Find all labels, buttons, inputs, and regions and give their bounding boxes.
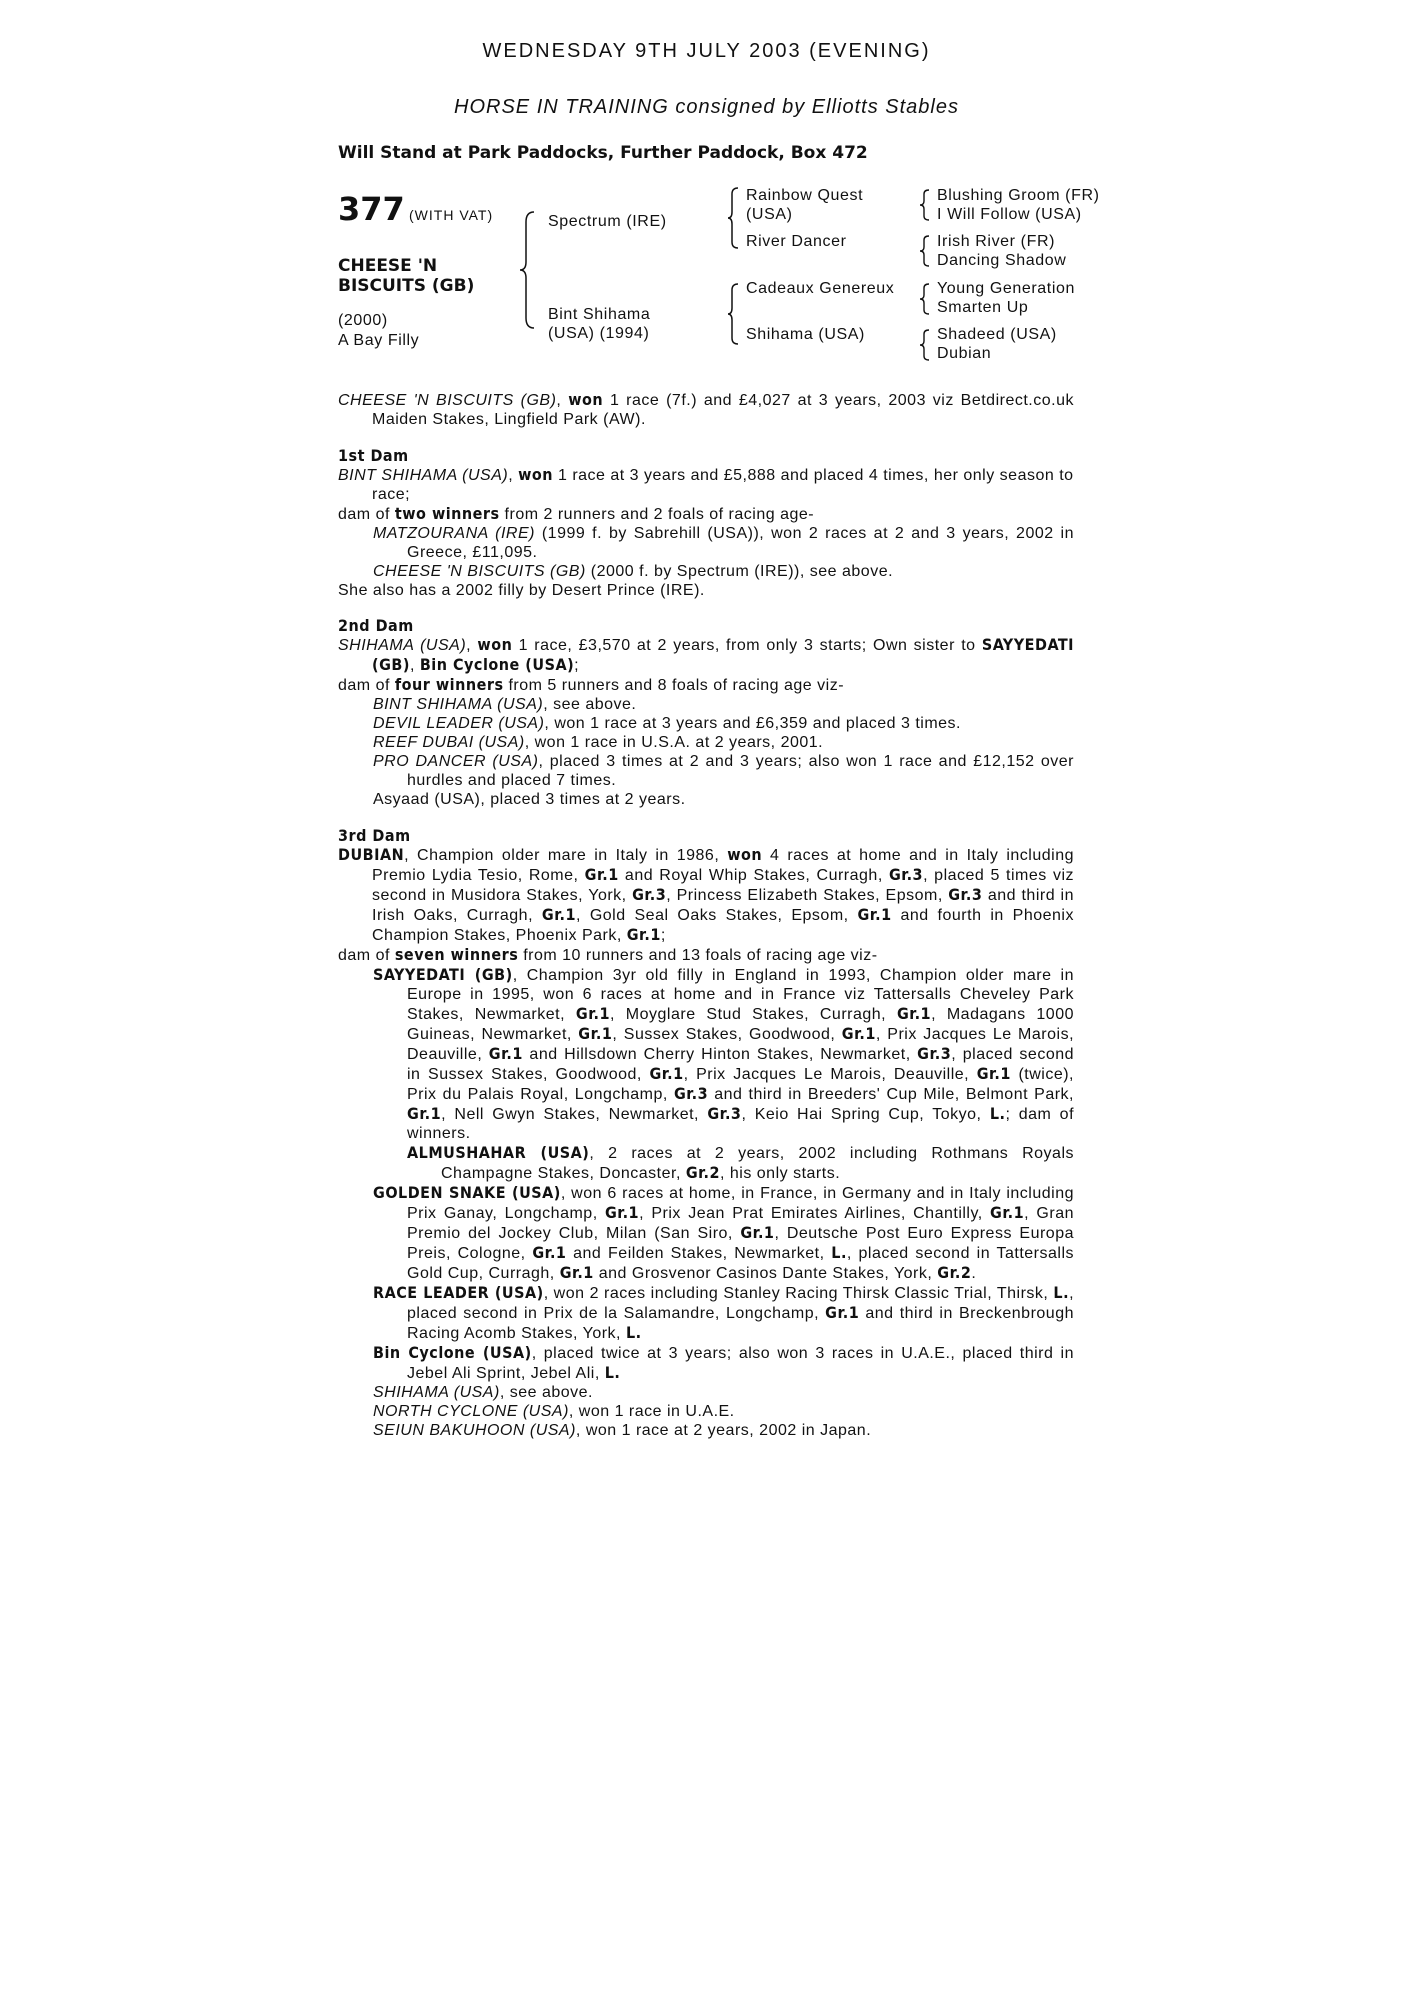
text-run: , Champion 3yr old filly in England in 1993, Champion older mare in Europe in 1995, won 6 races at home and in France viz Tattersalls Cheveley Park Stakes, Newmarket, [407, 967, 1075, 1023]
produce-text: (2000 f. by Spectrum (IRE)), see above. [585, 563, 894, 580]
text-run: , Gran Premio del Jockey Club, Milan (San Siro, [407, 1205, 1074, 1242]
pedigree-ggp-6: Smarten Up [937, 299, 1029, 316]
grade-label: Gr.1 [575, 1004, 611, 1023]
produce-text: , won 1 race at 3 years and £6,359 and placed 3 times. [544, 715, 961, 732]
dam-of-label: dam of [338, 947, 395, 964]
separator: , [409, 657, 420, 674]
produce-item [338, 714, 1074, 733]
sale-date-header: WEDNESDAY 9TH JULY 2003 (EVENING) [482, 40, 931, 62]
produce-item-golden-snake [338, 1183, 1074, 1283]
vat-label: (WITH VAT) [409, 207, 494, 223]
text-run: (twice), Prix du Palais Royal, Longchamp, [407, 1066, 1075, 1103]
pedigree-sire-dam: River Dancer [746, 233, 847, 250]
grade-label: Gr.2 [685, 1163, 720, 1182]
text-run: , placed twice at 3 years; also won 3 races in U.A.E., placed third in Jebel Ali Sprint, Jebel Ali, [407, 1345, 1074, 1382]
pedigree-bracket-gg2 [920, 234, 932, 268]
separator: ; [574, 657, 580, 674]
text-run: , placed 5 times viz second in Musidora Stakes, York, [372, 867, 1075, 904]
text-run: , Nell Gwyn Stakes, Newmarket, [441, 1106, 708, 1123]
text-run: and Grosvenor Casinos Dante Stakes, York, [593, 1265, 938, 1282]
produce-text: , placed 3 times at 2 and 3 years; also won 1 race and £12,152 over hurdles and placed 7 times. [407, 753, 1075, 789]
text-run: , Sussex Stakes, Goodwood, [612, 1026, 842, 1043]
first-dam-name: BINT SHIHAMA (USA) [338, 467, 509, 484]
lot-number: 377 [338, 190, 405, 228]
sibling-name: SAYYEDATI (GB) [372, 635, 1075, 674]
grade-label: Gr.1 [541, 905, 577, 924]
text-run: 4 races at home and in Italy including Premio Lydia Tesio, Rome, [372, 847, 1074, 884]
grade-label: Gr.3 [948, 885, 983, 904]
second-dam-name: SHIHAMA (USA) [338, 637, 467, 654]
third-dam-summary [338, 845, 1074, 945]
produce-item: Asyaad (USA), placed 3 times at 2 years. [373, 791, 686, 808]
racing-form-text: CHEESE 'N BISCUITS (GB), won 1 race (7f.) and £4,027 at 3 years, 2003 viz Betdirect.co.uk Maiden Stakes, Lingfield Park (AW). [338, 390, 1074, 428]
text-run: , Moyglare Stud Stakes, Curragh, [610, 1006, 897, 1023]
form-horse-name: CHEESE 'N BISCUITS (GB) [338, 392, 557, 409]
produce-text: , won 1 race in U.S.A. at 2 years, 2001. [524, 734, 824, 751]
second-dam-produce-intro [338, 675, 1074, 695]
produce-name: REEF DUBAI (USA) [373, 734, 525, 751]
produce-text: , won 1 race at 2 years, 2002 in Japan. [575, 1422, 872, 1439]
grade-label: Gr.1 [857, 905, 892, 924]
grade-label: Gr.1 [740, 1223, 775, 1242]
text-run: , his only starts. [719, 1165, 841, 1182]
pedigree-ggp-2: I Will Follow (USA) [937, 206, 1082, 223]
pedigree-ggp-4: Dancing Shadow [937, 252, 1067, 269]
produce-text: , see above. [499, 1384, 593, 1401]
text-run: , Keio Hai Spring Cup, Tokyo, [741, 1106, 990, 1123]
grade-label: Gr.3 [707, 1104, 742, 1123]
first-dam-section [338, 446, 1074, 600]
grade-label: Gr.1 [604, 1203, 640, 1222]
produce-item-almushahar [338, 1143, 1074, 1183]
second-dam-summary: SHIHAMA (USA), won 1 race, £3,570 at 2 years, from only 3 starts; Own sister to SAYYEDATI (GB), Bin Cyclone (USA); [338, 635, 1075, 674]
grade-label: Gr.1 [532, 1243, 567, 1262]
produce-name: SAYYEDATI (GB) [373, 965, 513, 984]
produce-item [338, 695, 1074, 714]
produce-name: BINT SHIHAMA (USA) [373, 696, 544, 713]
text-run: , 2 races at 2 years, 2002 including Rothmans Royals Champagne Stakes, Doncaster, [441, 1145, 1075, 1182]
text-run: and third in Breckenbrough Racing Acomb Stakes, York, [407, 1305, 1075, 1342]
pedigree-ggp-3: Irish River (FR) [937, 233, 1056, 250]
pedigree-sire: Spectrum (IRE) [548, 213, 667, 230]
produce-name: SHIHAMA (USA) [373, 1384, 500, 1401]
grade-label: Gr.1 [649, 1064, 684, 1083]
produce-item [338, 562, 1074, 581]
text-run: and Feilden Stakes, Newmarket, [566, 1245, 832, 1262]
text-run: ; dam of winners. [407, 1106, 1075, 1142]
grade-label: L. [989, 1104, 1006, 1123]
pedigree-dam-sire: Cadeaux Genereux [746, 280, 895, 297]
text-run: , won 6 races at home, in France, in Germany and in Italy including Prix Ganay, Longchamp, [407, 1185, 1075, 1222]
pedigree-bracket-sire [728, 186, 742, 250]
form-won: won [568, 390, 604, 409]
horse-name: CHEESE 'N BISCUITS (GB) [338, 256, 475, 296]
text-run: , placed second in Prix de la Salamandre, Longchamp, [407, 1285, 1075, 1322]
text-run: , Prix Jacques Le Marois, Deauville, [683, 1066, 977, 1083]
text-run: , Deutsche Post Euro Express Europa Preis, Cologne, [407, 1225, 1074, 1262]
produce-item [338, 1421, 1074, 1440]
produce-item [338, 1402, 1074, 1421]
grade-label: L. [1053, 1283, 1070, 1302]
produce-name: MATZOURANA (IRE) [373, 525, 535, 542]
produce-name: GOLDEN SNAKE (USA) [373, 1183, 561, 1202]
produce-text: , won 1 race in U.A.E. [568, 1403, 735, 1420]
text-run: ; [660, 927, 666, 944]
pedigree-ggp-5: Young Generation [937, 280, 1076, 297]
produce-name: CHEESE 'N BISCUITS (GB) [373, 563, 586, 580]
form-details: 1 race (7f.) and £4,027 at 3 years, 2003 viz Betdirect.co.uk Maiden Stakes, Lingfield Park (AW). [372, 392, 1074, 428]
second-dam-text: 1 race, £3,570 at 2 years, from only 3 starts; Own sister to [512, 637, 982, 654]
pedigree-bracket-gg4 [920, 328, 932, 362]
grade-label: Gr.1 [407, 1104, 442, 1123]
produce-text [407, 967, 1074, 1142]
dam-of-details: from 10 runners and 13 foals of racing age viz- [518, 947, 878, 964]
pedigree-bracket-dam [728, 282, 742, 346]
winners-count: seven winners [394, 945, 519, 964]
second-dam-heading: 2nd Dam [338, 616, 414, 635]
pedigree-dam: Bint Shihama (USA) (1994) [548, 306, 651, 342]
pedigree-sire-sire: Rainbow Quest (USA) [746, 187, 864, 223]
grade-label: Gr.3 [632, 885, 667, 904]
text-run: , placed second in Tattersalls Gold Cup, Curragh, [407, 1245, 1075, 1282]
winners-count: four winners [394, 675, 504, 694]
location-line: Will Stand at Park Paddocks, Further Paddock, Box 472 [338, 143, 868, 163]
produce-name: SEIUN BAKUHOON (USA) [373, 1422, 576, 1439]
grade-label: Gr.1 [626, 925, 661, 944]
grade-label: Gr.1 [976, 1064, 1011, 1083]
grade-label: Gr.3 [917, 1044, 952, 1063]
horse-details [338, 311, 419, 351]
winners-count: two winners [394, 504, 500, 523]
grade-label: Gr.1 [841, 1024, 876, 1043]
text-run: and fourth in Phoenix Champion Stakes, Phoenix Park, [372, 907, 1074, 944]
text-run: , Gold Seal Oaks Stakes, Epsom, [576, 907, 858, 924]
third-dam-heading: 3rd Dam [338, 826, 411, 845]
grade-label: Gr.1 [990, 1203, 1025, 1222]
text-run: , won 2 races including Stanley Racing Thirsk Classic Trial, Thirsk, [543, 1285, 1054, 1302]
third-dam-produce-intro [338, 945, 1074, 965]
first-dam-also: She also has a 2002 filly by Desert Prince (IRE). [338, 582, 705, 599]
dam-of-details: from 2 runners and 2 foals of racing age- [499, 506, 815, 523]
dam-of-details: from 5 runners and 8 foals of racing age viz- [503, 677, 845, 694]
sibling-name: Bin Cyclone (USA) [419, 655, 575, 674]
text-run: , Princess Elizabeth Stakes, Epsom, [666, 887, 949, 904]
produce-name: RACE LEADER (USA) [373, 1283, 544, 1302]
grade-label: Gr.2 [937, 1263, 972, 1282]
grade-label: Gr.3 [673, 1084, 709, 1103]
grade-label: Gr.1 [578, 1024, 613, 1043]
consignment-line: HORSE IN TRAINING consigned by Elliotts Stables [454, 96, 959, 118]
produce-item [338, 752, 1074, 790]
first-dam-summary: BINT SHIHAMA (USA), won 1 race at 3 years and £5,888 and placed 4 times, her only season to race; [338, 465, 1074, 503]
second-dam-section [338, 616, 1074, 809]
pedigree-bracket-gg1 [920, 188, 932, 222]
grade-label: Gr.1 [584, 865, 619, 884]
produce-item [338, 733, 1074, 752]
produce-name: ALMUSHAHAR (USA) [407, 1143, 590, 1162]
grade-label: Gr.1 [825, 1303, 860, 1322]
text-run: and Hillsdown Cherry Hinton Stakes, Newmarket, [522, 1046, 918, 1063]
produce-text: , see above. [543, 696, 637, 713]
produce-text: (1999 f. by Sabrehill (USA)), won 2 races at 2 and 3 years, 2002 in Greece, £11,095. [407, 525, 1074, 561]
pedigree-bracket-main [520, 210, 540, 330]
first-dam-won: won [518, 465, 554, 484]
foaling-year: (2000) [338, 312, 388, 329]
pedigree-ggp-1: Blushing Groom (FR) [937, 187, 1100, 204]
text-run: , Madagans 1000 Guineas, Newmarket, [407, 1006, 1075, 1043]
text-run: . [971, 1265, 977, 1282]
first-dam-heading: 1st Dam [338, 446, 409, 465]
produce-item-sayyedati [338, 965, 1074, 1143]
first-dam-produce-intro [338, 504, 1074, 524]
pedigree-ggp-8: Dubian [937, 345, 992, 362]
text-run: , placed second in Sussex Stakes, Goodwood, [407, 1046, 1075, 1083]
third-dam-name: DUBIAN [338, 845, 405, 864]
pedigree-ggp-7: Shadeed (USA) [937, 326, 1057, 343]
text-run: and Royal Whip Stakes, Curragh, [618, 867, 889, 884]
grade-label: Gr.3 [888, 865, 924, 884]
text-run: and third in Irish Oaks, Curragh, [372, 887, 1075, 924]
produce-name: PRO DANCER (USA) [373, 753, 539, 770]
text-run: and third in Breeders' Cup Mile, Belmont Park, [708, 1086, 1075, 1103]
produce-name: NORTH CYCLONE (USA) [373, 1403, 569, 1420]
produce-name: Bin Cyclone (USA) [373, 1343, 532, 1362]
horse-description: A Bay Filly [338, 332, 420, 349]
grade-label: L. [625, 1323, 642, 1342]
produce-name: DEVIL LEADER (USA) [373, 715, 545, 732]
grade-label: L. [831, 1243, 847, 1262]
dam-of-label: dam of [338, 677, 395, 694]
dam-of-label: dam of [338, 506, 395, 523]
produce-item-bin-cyclone [338, 1343, 1074, 1383]
third-dam-section [338, 826, 1074, 1440]
grade-label: L. [604, 1363, 621, 1382]
text-run: , Champion older mare in Italy in 1986, [404, 847, 728, 864]
grade-label: Gr.1 [896, 1004, 932, 1023]
racing-form-section [338, 390, 1074, 429]
produce-item [338, 524, 1074, 562]
produce-item-race-leader [338, 1283, 1074, 1343]
text-run: , Prix Jacques Le Marois, Deauville, [407, 1026, 1075, 1063]
grade-label: Gr.1 [559, 1263, 594, 1282]
third-dam-won: won [727, 845, 763, 864]
second-dam-won: won [477, 635, 513, 654]
text-run: , Prix Jean Prat Emirates Airlines, Chantilly, [639, 1205, 991, 1222]
grade-label: Gr.1 [488, 1044, 523, 1063]
produce-item [338, 1383, 1074, 1402]
first-dam-text: 1 race at 3 years and £5,888 and placed 4 times, her only season to race; [372, 467, 1074, 503]
pedigree-dam-dam: Shihama (USA) [746, 326, 865, 343]
pedigree-bracket-gg3 [920, 282, 932, 316]
